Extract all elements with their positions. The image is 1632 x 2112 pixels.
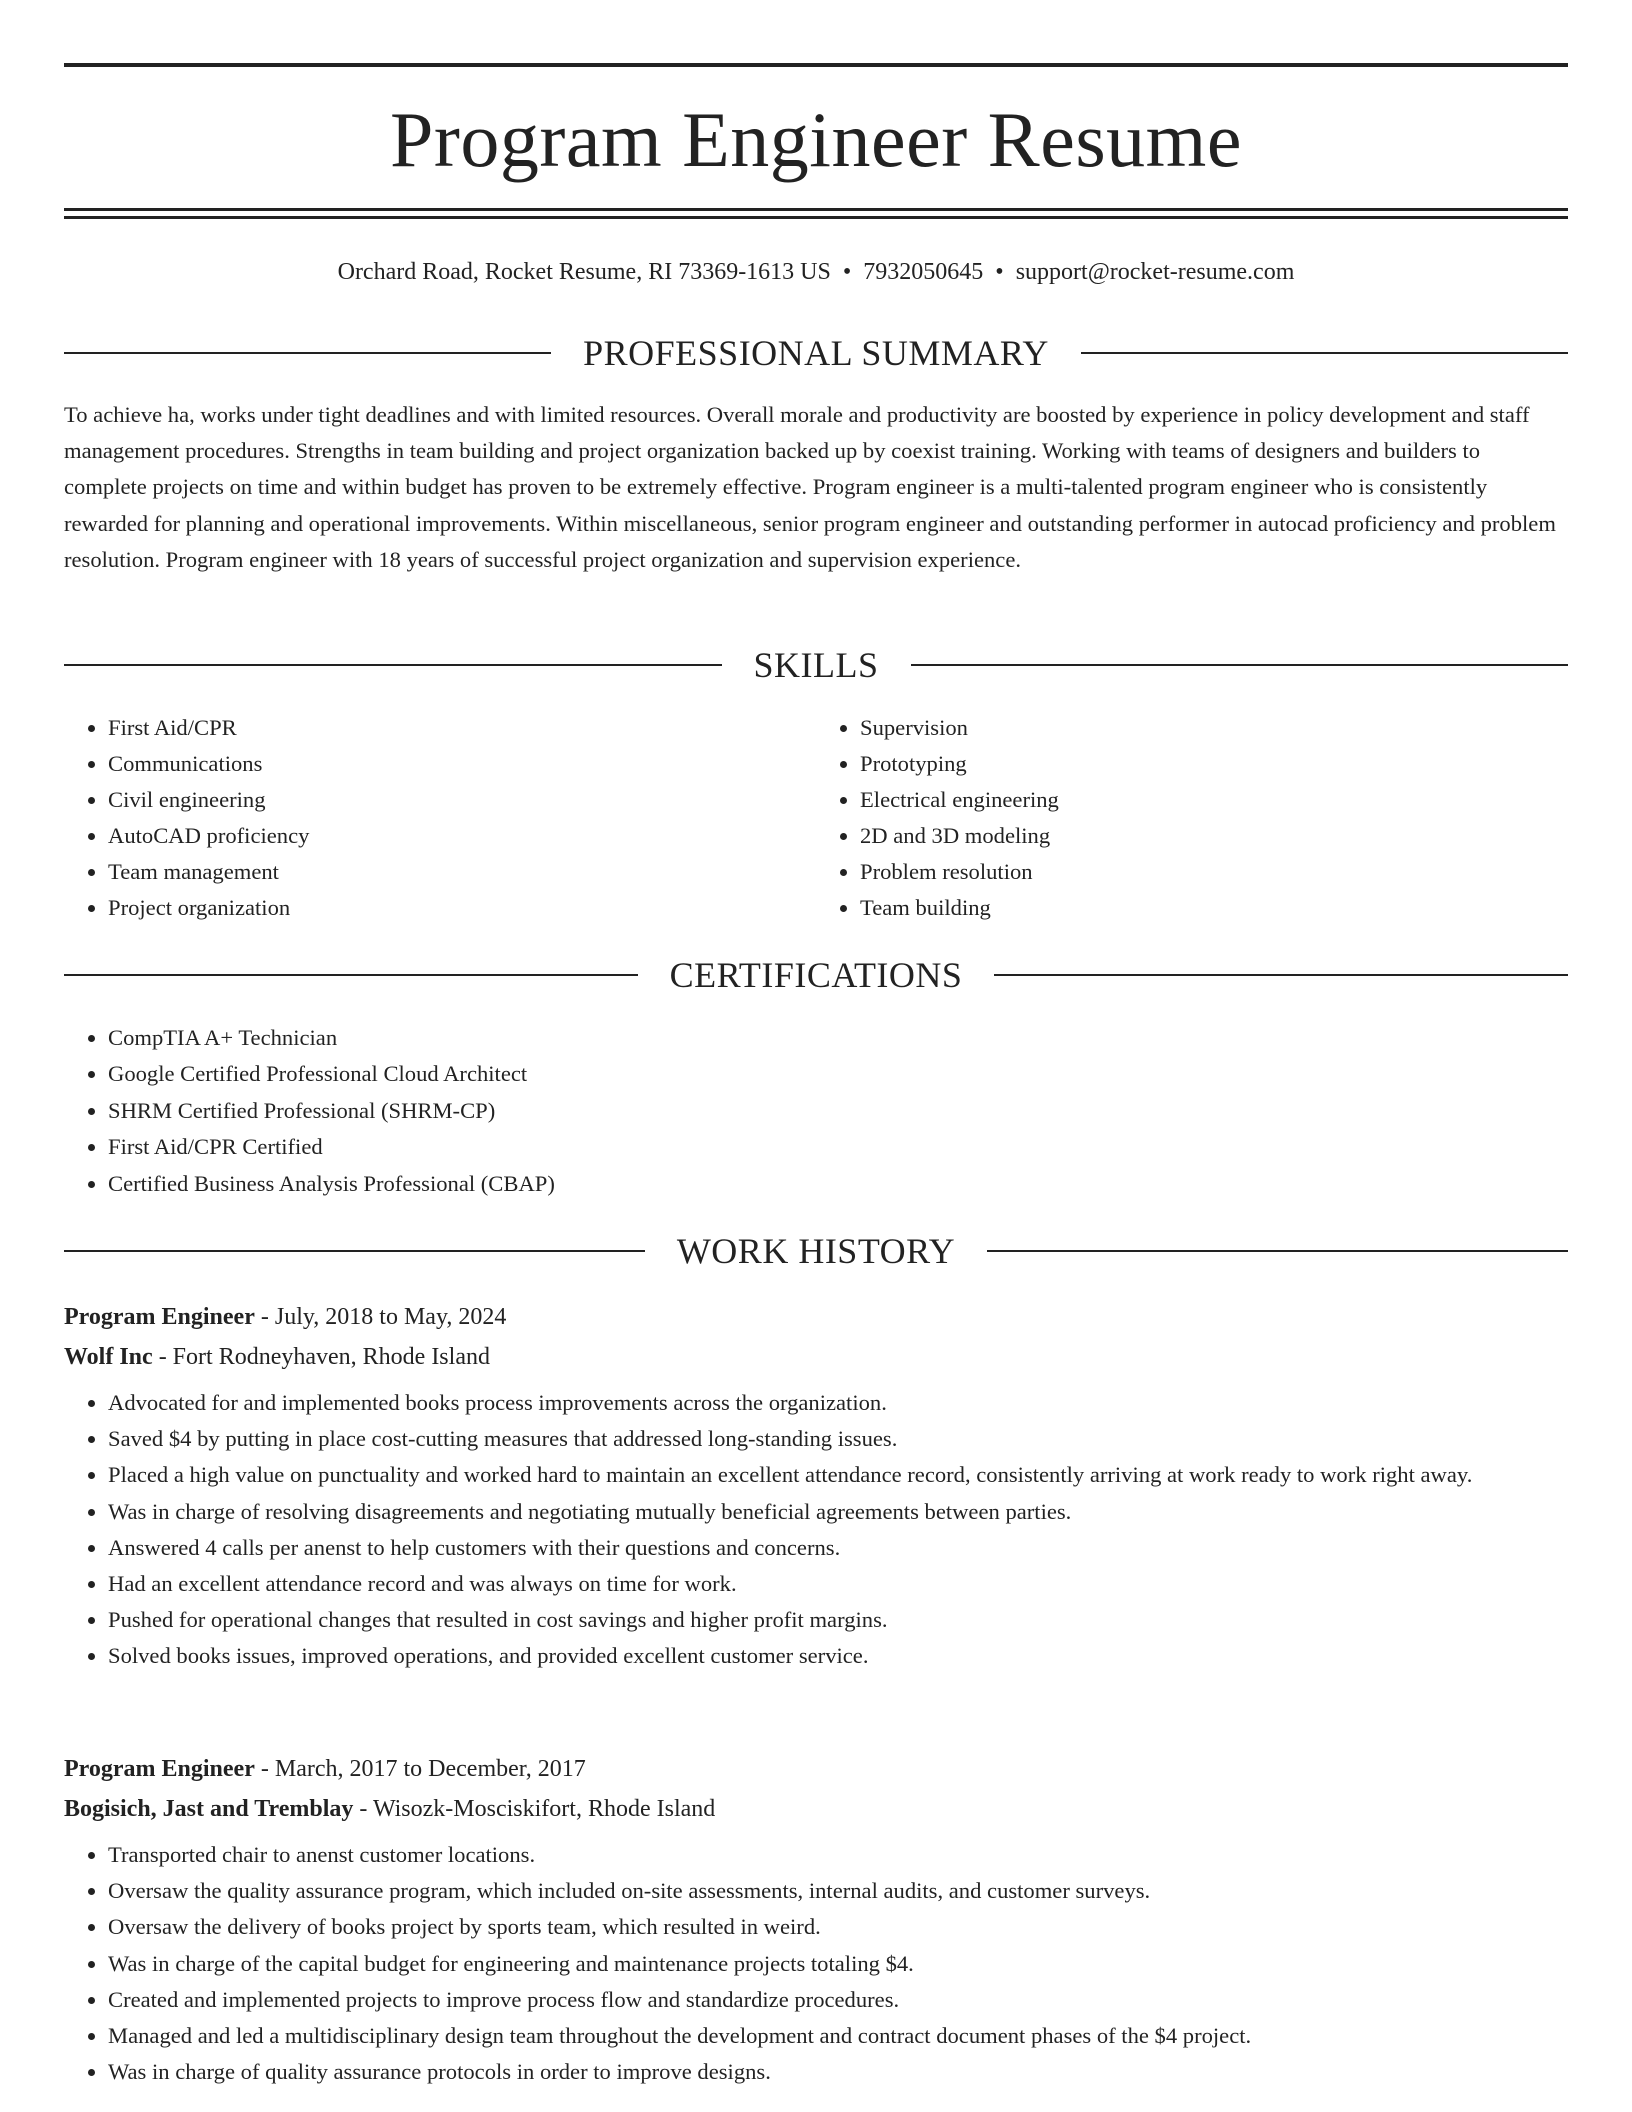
skill-item: • Communications: [108, 746, 816, 782]
job-duty: • Solved books issues, improved operations, and provided excellent customer service.: [108, 1638, 1568, 1674]
job-entry: [64, 1297, 1568, 1675]
job-duty: • Was in charge of the capital budget for engineering and maintenance projects totaling $4.: [108, 1946, 1568, 1982]
job-company-line: [64, 1789, 1568, 1829]
section-title: SKILLS: [753, 645, 879, 685]
section-heading-skills: [64, 643, 1568, 687]
job-role-line: [64, 1297, 1568, 1337]
certification-item: • Google Certified Professional Cloud Architect: [108, 1056, 1568, 1092]
job-title: Program Engineer: [64, 1304, 255, 1330]
certification-item: • First Aid/CPR Certified: [108, 1129, 1568, 1165]
heading-rule: [911, 664, 1569, 666]
section-title: PROFESSIONAL SUMMARY: [583, 333, 1049, 373]
skill-item: • First Aid/CPR: [108, 710, 816, 746]
section-heading-summary: [64, 331, 1568, 375]
job-company: Wolf Inc: [64, 1344, 153, 1370]
job-company-line: [64, 1337, 1568, 1377]
skills-list: [64, 710, 1568, 926]
job-company: Bogisich, Jast and Tremblay: [64, 1796, 354, 1822]
heading-rule: [64, 974, 638, 976]
skill-item: • AutoCAD proficiency: [108, 818, 816, 854]
job-duty: • Saved $4 by putting in place cost-cutting measures that addressed long-standing issues.: [108, 1421, 1568, 1457]
job-duty: • Placed a high value on punctuality and worked hard to maintain an excellent attendance record, consistently arriving at work ready to work right away.: [108, 1457, 1568, 1493]
contact-address: Orchard Road, Rocket Resume, RI 73369-1613 US: [337, 259, 831, 285]
skill-item: • Problem resolution: [860, 854, 1568, 890]
job-location: - Wisozk-Mosciskifort, Rhode Island: [353, 1796, 716, 1822]
skills-column-left: [64, 710, 816, 926]
heading-rule: [1081, 352, 1568, 354]
job-dates: - July, 2018 to May, 2024: [254, 1304, 507, 1330]
heading-rule: [64, 1250, 645, 1252]
section-title: WORK HISTORY: [676, 1231, 956, 1271]
section-title: CERTIFICATIONS: [669, 955, 963, 995]
job-duty: • Was in charge of resolving disagreements and negotiating mutually beneficial agreements between parties.: [108, 1494, 1568, 1530]
section-heading-certifications: [64, 953, 1568, 997]
job-duty: • Transported chair to anenst customer locations.: [108, 1837, 1568, 1873]
section-heading-work-history: [64, 1229, 1568, 1273]
job-location: - Fort Rodneyhaven, Rhode Island: [152, 1344, 490, 1370]
heading-rule: [994, 974, 1568, 976]
skills-column-right: [816, 710, 1568, 926]
job-duty: • Managed and led a multidisciplinary design team throughout the development and contract document phases of the $4 project.: [108, 2018, 1568, 2054]
job-duty: • Oversaw the quality assurance program, which included on-site assessments, internal audits, and customer surveys.: [108, 1873, 1568, 1909]
job-duties: [64, 1837, 1568, 2090]
job-duties: [64, 1385, 1568, 1675]
contact-phone: 7932050645: [863, 259, 984, 285]
certification-item: • CompTIA A+ Technician: [108, 1020, 1568, 1056]
certification-item: • SHRM Certified Professional (SHRM-CP): [108, 1093, 1568, 1129]
skill-item: • Civil engineering: [108, 782, 816, 818]
contact-separator: •: [995, 259, 1004, 285]
heading-rule: [987, 1250, 1568, 1252]
job-duty: • Created and implemented projects to improve process flow and standardize procedures.: [108, 1982, 1568, 2018]
skill-item: • Project organization: [108, 890, 816, 926]
heading-rule: [64, 664, 722, 666]
skill-item: • 2D and 3D modeling: [860, 818, 1568, 854]
heading-rule: [64, 352, 551, 354]
skill-item: • Prototyping: [860, 746, 1568, 782]
contact-line: [64, 252, 1568, 292]
skill-item: • Supervision: [860, 710, 1568, 746]
certifications-list: [64, 1020, 1568, 1202]
job-entry: [64, 1749, 1568, 2090]
resume-title: Program Engineer Resume: [390, 96, 1242, 183]
job-role-line: [64, 1749, 1568, 1789]
contact-email[interactable]: support@rocket-resume.com: [1015, 259, 1295, 285]
job-duty: • Advocated for and implemented books process improvements across the organization.: [108, 1385, 1568, 1421]
job-duty: • Answered 4 calls per anenst to help customers with their questions and concerns.: [108, 1530, 1568, 1566]
top-rule: [64, 63, 1568, 67]
job-duty: • Oversaw the delivery of books project by sports team, which resulted in weird.: [108, 1909, 1568, 1945]
skill-item: • Team management: [108, 854, 816, 890]
contact-separator: •: [842, 259, 852, 285]
job-duty: • Pushed for operational changes that resulted in cost savings and higher profit margins.: [108, 1602, 1568, 1638]
title-double-rule: [64, 208, 1568, 219]
job-duty: • Was in charge of quality assurance protocols in order to improve designs.: [108, 2054, 1568, 2090]
job-dates: - March, 2017 to December, 2017: [254, 1756, 586, 1782]
job-title: Program Engineer: [64, 1756, 255, 1782]
job-duty: • Had an excellent attendance record and was always on time for work.: [108, 1566, 1568, 1602]
skill-item: • Electrical engineering: [860, 782, 1568, 818]
summary-text: To achieve ha, works under tight deadlines and with limited resources. Overall morale and productivity are boosted by experience in policy development and staff management procedures. Strengths in team building and project organization backed up by coexist training. Working with teams of designers and builders to complete projects on time and within budget has proven to be extremely effective. Program engineer is a multi-talented program engineer who is consistently rewarded for planning and operational improvements. Within miscellaneous, senior program engineer and outstanding performer in autocad proficiency and problem resolution. Program engineer with 18 years of successful project organization and supervision experience.: [64, 402, 1556, 572]
certification-item: • Certified Business Analysis Professional (CBAP): [108, 1166, 1568, 1202]
skill-item: • Team building: [860, 890, 1568, 926]
